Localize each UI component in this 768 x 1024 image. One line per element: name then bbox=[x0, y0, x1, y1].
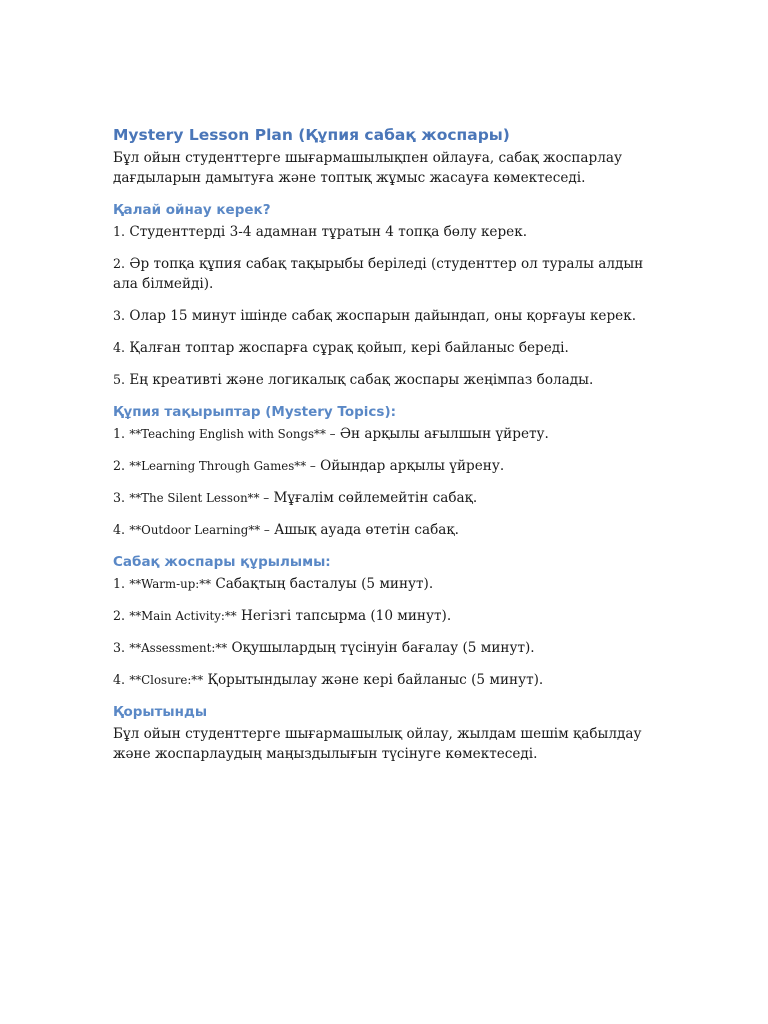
conclusion-paragraph: Бұл ойын студенттерге шығармашылық ойлау, жылдам шешім қабылдау және жоспарлаудың маңыздылығын түсінуге көмектеседі. bbox=[113, 726, 642, 762]
intro-paragraph: Бұл ойын студенттерге шығармашылықпен ойлауға, сабақ жоспарлау дағдыларын дамытуға және топтық жұмыс жасауға көмектеседі. bbox=[113, 150, 622, 186]
list-item: 1. Студенттерді 3-4 адамнан тұратын 4 топқа бөлу керек. bbox=[113, 224, 528, 240]
list-item: 2. **Main Activity:** Негізгі тапсырма (10 минут). bbox=[113, 608, 452, 624]
document-page bbox=[113, 124, 653, 764]
structure-heading: Сабақ жоспары құрылымы: bbox=[113, 554, 331, 570]
list-item: 4. **Closure:** Қорытындылау және кері байланыс (5 минут). bbox=[113, 672, 544, 688]
list-item: 4. Қалған топтар жоспарға сұрақ қойып, кері байланыс береді. bbox=[113, 340, 569, 356]
list-item: 1. **Teaching English with Songs** – Ән арқылы ағылшын үйрету. bbox=[113, 426, 549, 442]
list-item: 3. **Assessment:** Оқушылардың түсінуін бағалау (5 минут). bbox=[113, 640, 535, 656]
how-to-play-heading: Қалай ойнау керек? bbox=[113, 202, 271, 218]
document-title: Mystery Lesson Plan (Құпия сабақ жоспары) bbox=[113, 126, 510, 144]
list-item: 2. Әр топқа құпия сабақ тақырыбы беріледі (студенттер ол туралы алдын ала білмейді). bbox=[113, 256, 644, 292]
list-item: 5. Ең креативті және логикалық сабақ жоспары жеңімпаз болады. bbox=[113, 372, 594, 388]
list-item: 3. **The Silent Lesson** – Мұғалім сөйлемейтін сабақ. bbox=[113, 490, 478, 506]
topics-heading: Құпия тақырыптар (Mystery Topics): bbox=[113, 404, 397, 420]
list-item: 4. **Outdoor Learning** – Ашық ауада өтетін сабақ. bbox=[113, 522, 459, 538]
list-item: 1. **Warm-up:** Сабақтың басталуы (5 минут). bbox=[113, 576, 434, 592]
conclusion-heading: Қорытынды bbox=[113, 704, 208, 720]
list-item: 3. Олар 15 минут ішінде сабақ жоспарын дайындап, оны қорғауы керек. bbox=[113, 308, 637, 324]
list-item: 2. **Learning Through Games** – Ойындар арқылы үйрену. bbox=[113, 458, 505, 474]
